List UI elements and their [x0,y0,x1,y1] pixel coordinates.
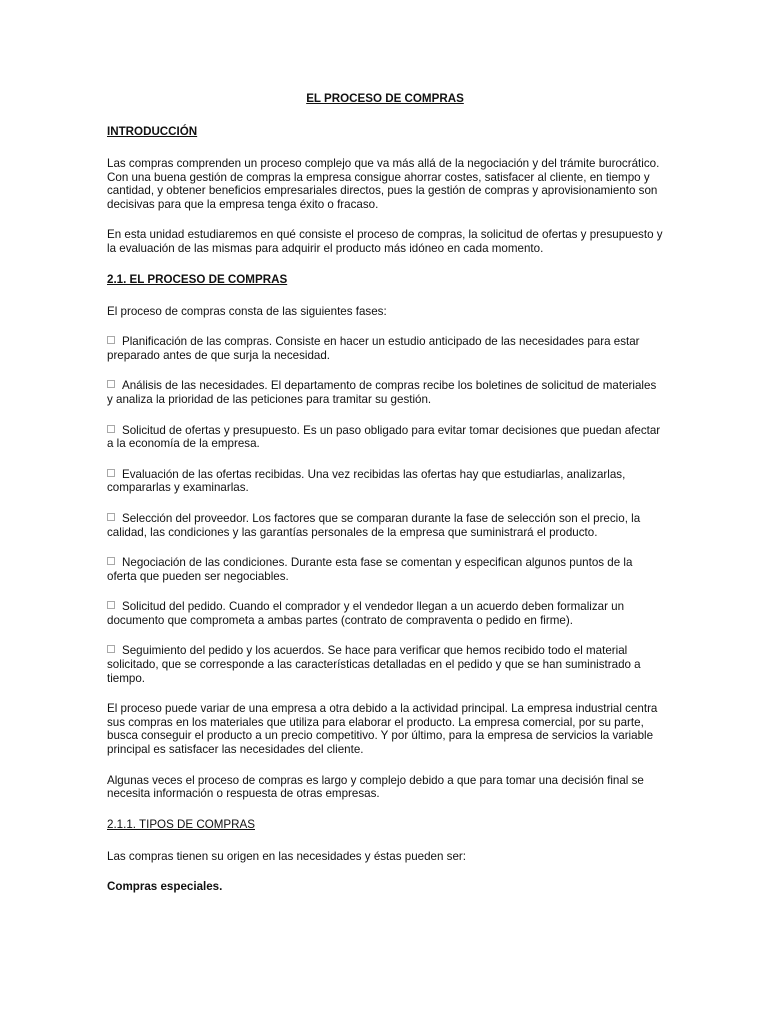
section-heading: 2.1. EL PROCESO DE COMPRAS [107,272,288,286]
intro-heading: INTRODUCCIÓN [107,125,198,138]
phase-text: Solicitud del pedido. Cuando el comprador y el vendedor llegan a un acuerdo deben formalizar un documento que comprometa a ambas partes (contrato de compraventa o pedido en firme). [107,600,625,627]
special-purchases-heading: Compras especiales. [107,880,223,894]
document-page [107,92,663,894]
document-title: EL PROCESO DE COMPRAS [306,92,464,105]
body-paragraph: El proceso puede variar de una empresa a otra debido a la actividad principal. La empresa industrial centra sus compras en los materiales que utiliza para elaborar el producto. La empresa comercial, por su parte, busca conseguir el producto a un precio competitivo. Y por último, para la empresa de servicios la variable principal es satisfacer las necesidades del cliente. [107,702,658,757]
checkbox-bullet-icon [107,601,115,609]
phase-text: Evaluación de las ofertas recibidas. Una vez recibidas las ofertas hay que estudiarlas, analizarlas, compararlas y examinarlas. [107,467,626,495]
phase-item [107,644,663,685]
checkbox-bullet-icon [107,336,115,344]
phase-item [107,424,663,451]
checkbox-bullet-icon [107,557,115,565]
phase-item [107,468,663,495]
phase-item [107,512,663,539]
checkbox-bullet-icon [107,645,115,653]
phase-text: Negociación de las condiciones. Durante esta fase se comentan y especifican algunos puntos de la oferta que pueden ser negociables. [107,556,633,583]
phase-text: Análisis de las necesidades. El departamento de compras recibe los boletines de solicitud de materiales y analiza la prioridad de las peticiones para tramitar su gestión. [107,379,657,406]
phase-item [107,379,663,406]
phase-item [107,556,663,583]
phase-text: Planificación de las compras. Consiste en hacer un estudio anticipado de las necesidades para estar preparado antes de que surja la necesidad. [107,335,640,362]
phase-text: Seguimiento del pedido y los acuerdos. Se hace para verificar que hemos recibido todo el material solicitado, que se corresponde a las características detalladas en el pedido y que se han suministrado a tiempo. [107,644,641,685]
phase-text: Selección del proveedor. Los factores que se comparan durante la fase de selección son el precio, la calidad, las condiciones y las garantías personales de la empresa que suministrará el producto. [107,511,641,539]
checkbox-bullet-icon [107,513,115,521]
intro-paragraph: En esta unidad estudiaremos en qué consiste el proceso de compras, la solicitud de ofertas y presupuesto y la evaluación de las mismas para adquirir el producto más idóneo en cada momento. [107,228,663,255]
checkbox-bullet-icon [107,380,115,388]
checkbox-bullet-icon [107,469,115,477]
body-paragraph: Algunas veces el proceso de compras es largo y complejo debido a que para tomar una decisión final se necesita información o respuesta de otras empresas. [107,773,644,801]
section-intro: El proceso de compras consta de las siguientes fases: [107,304,387,318]
phase-text: Solicitud de ofertas y presupuesto. Es un paso obligado para evitar tomar decisiones que puedan afectar a la economía de la empresa. [107,423,661,451]
phase-item [107,335,663,362]
subsection-intro: Las compras tienen su origen en las necesidades y éstas pueden ser: [107,849,466,863]
intro-paragraph: Las compras comprenden un proceso complejo que va más allá de la negociación y del trámite burocrático. Con una buena gestión de compras la empresa consigue ahorrar costes, satisfacer al cliente, en tiempo y cantidad, y obtener beneficios empresariales directos, pues la gestión de compras y aprovisionamiento son decisivas para que la empresa tenga éxito o fracaso. [107,157,660,211]
subsection-heading: 2.1.1. TIPOS DE COMPRAS [107,817,255,831]
phase-item [107,600,663,627]
checkbox-bullet-icon [107,425,115,433]
